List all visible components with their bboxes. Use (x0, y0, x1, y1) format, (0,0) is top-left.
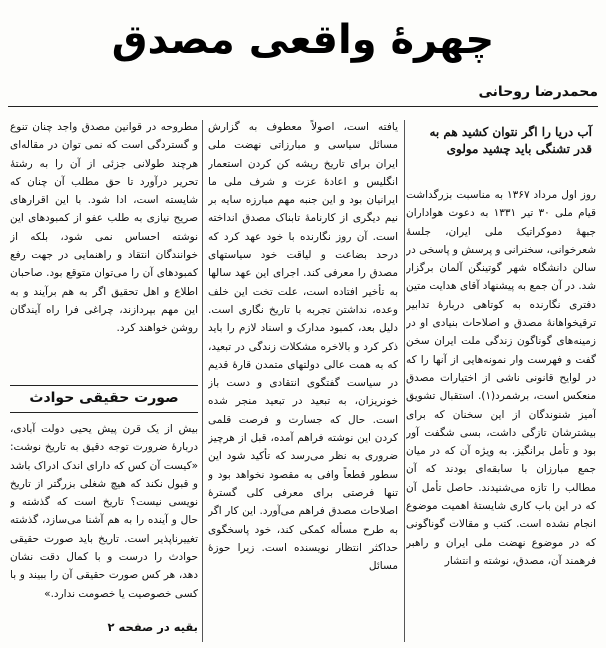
column-3-text: مطروحه در قوانین مصدق واجد چنان تنوع و گستردگی است که نمی توان در مقاله‌ای هرچند طولانی جزئی از آن را به رشتهٔ تحریر درآورد تا حق مطلب آن چنان که شایسته است، ادا شود. با این اقرارهای صریح نیازی به طلب عفو از کمبودهای این نوشته احساس نمی شود، بلکه از خوانندگان انتقاد و راهنمایی در جهت رفع کمبودهای آن را می‌توان متوقع بود. صاحبان اطلاع و اهل تحقیق اگر به هم برآیند و به این مهم بپردازند، چراغی فرا راه آیندگان روشن خواهند کرد. (10, 121, 198, 335)
column-divider-1 (404, 120, 405, 642)
epigraph: آب دریا را اگر نتوان کشید هم به قدر تشنگی باید چشید مولوی (429, 125, 592, 156)
column-3-text-2: بیش از یک قرن پیش یحیی دولت آبادی، دربارهٔ ضرورت توجه دقیق به تاریخ نوشت: «کیست آن کس که دارای اندک ادراک باشد و قبول نکند که هیچ شغلی بزرگتر از تاریخ نویسی نیست؟ تاریخ است که گذشته و حال و آینده را به هم آشنا می‌سازد، گذشته تغییرناپذیر است. تاریخ باید صورت حقیقی حوادث را درست و با کمال دقت نشان دهد، هر کس صورت حقیقی آن را ببیند و با کسی خصوصیت یا خصومت ندارد.» (10, 423, 198, 600)
subheading: صورت حقیقی حوادث (29, 390, 179, 406)
column-2-body (208, 118, 398, 642)
column-3-body-top (10, 118, 198, 392)
column-2-text: یافته است، اصولاً معطوف به گزارش مسائل سیاسی و مبارزاتی نهضت ملی ایران برای تاریخ ریشه کن کردن استعمار انگلیس و اعادهٔ عزت و شرف ملی ما ایرانیان بود و این جنبه مهم مبارزه سایه بر نیم دیگری از کارنامهٔ تابناک مصدق انداخته است. آن روز نگارنده با خود عهد کرد که درحد بضاعت و لیاقت خود سیاستهای مصدق را معرفی کند. اجرای این عهد سالها به تأخیر افتاده است، علت تخت این خلف وعده، نداشتن تجربه با تاریخ نگاری است. دلیل بعد، کمبود مدارک و اسناد لازم را باید ذکر کرد و بالاخره مشکلات زندگی در تبعید، که به همت عالی دولتهای متمدن قارهٔ قدیم در سیاست گفتگوی انتقادی و دست باز خونریزان، به تبعید در تبعید منجر شده است. حال که جسارت و فرصت قلمی کردن این نوشته فراهم آمده، قبل از هرچیز ضروری به نظر می‌رسد که تأکید شود این سطور قطعاً وافی به مقصود نخواهد بود و تنها فرصتی برای معرفی کلی گسترهٔ اصلاحات مصدق فراهم می‌آورد. این کار اگر به طرح مسأله کمکی کند، خود پاسخگوی حداکثر انتظار نویسنده است. زیرا حوزهٔ مسائل (208, 121, 398, 573)
subheading-rule-bottom (10, 412, 198, 413)
column-3-body-bottom (10, 420, 198, 616)
column-1-text: روز اول مرداد ۱۳۶۷ به مناسبت بزرگداشت قیام ملی ۳۰ تیر ۱۳۳۱ به دعوت هواداران جبههٔ دموکراتیک ملی ایران، جلسهٔ شعرخوانی، سخنرانی و پرسش و پاسخی در سالن دانشگاه شهر گوتینگن آلمان برگزار شد. در آن جمع به پیشنهاد آقای هدایت متین دفتری نگارنده به کوتاهی دربارهٔ تدابیر ترقیخواهانهٔ مصدق و اصلاحات بنیادی او در زمینه‌های گوناگون زندگی ملت ایران سخن گفت و فهرست وار نمونه‌هایی از آنها را که در لوایح قانونی ناشی از اختیارات مصدق منعکس است، برشمرد(۱). استقبال تشویق آمیز شنوندگان از این سخنان که برای بیشترشان تازگی داشت، بسی شگفت آور بود و تأمل برانگیز. به ویژه آن که در میان جمع مبارزان با سابقه‌ای بودند که آن مطالب را تازه می‌شنیدند. حاصل تأمل آن که در این باب کاری شایستهٔ اهمیت موضوع انجام نشده است. کتب و مقالات گوناگونی که در موضوع نهضت ملی ایران و راهبر فرهمند آن، مصدق، نوشته و انتشار (406, 189, 596, 567)
article-title: چهرهٔ واقعی مصدق (111, 17, 495, 63)
subheading-rule-top (10, 385, 198, 386)
column-divider-2 (202, 120, 203, 642)
author-byline: محمدرضا روحانی (478, 84, 598, 100)
column-1-body (406, 186, 596, 642)
header-rule (8, 106, 598, 107)
continued-note: بقیه در صفحه ۲ (107, 620, 198, 634)
